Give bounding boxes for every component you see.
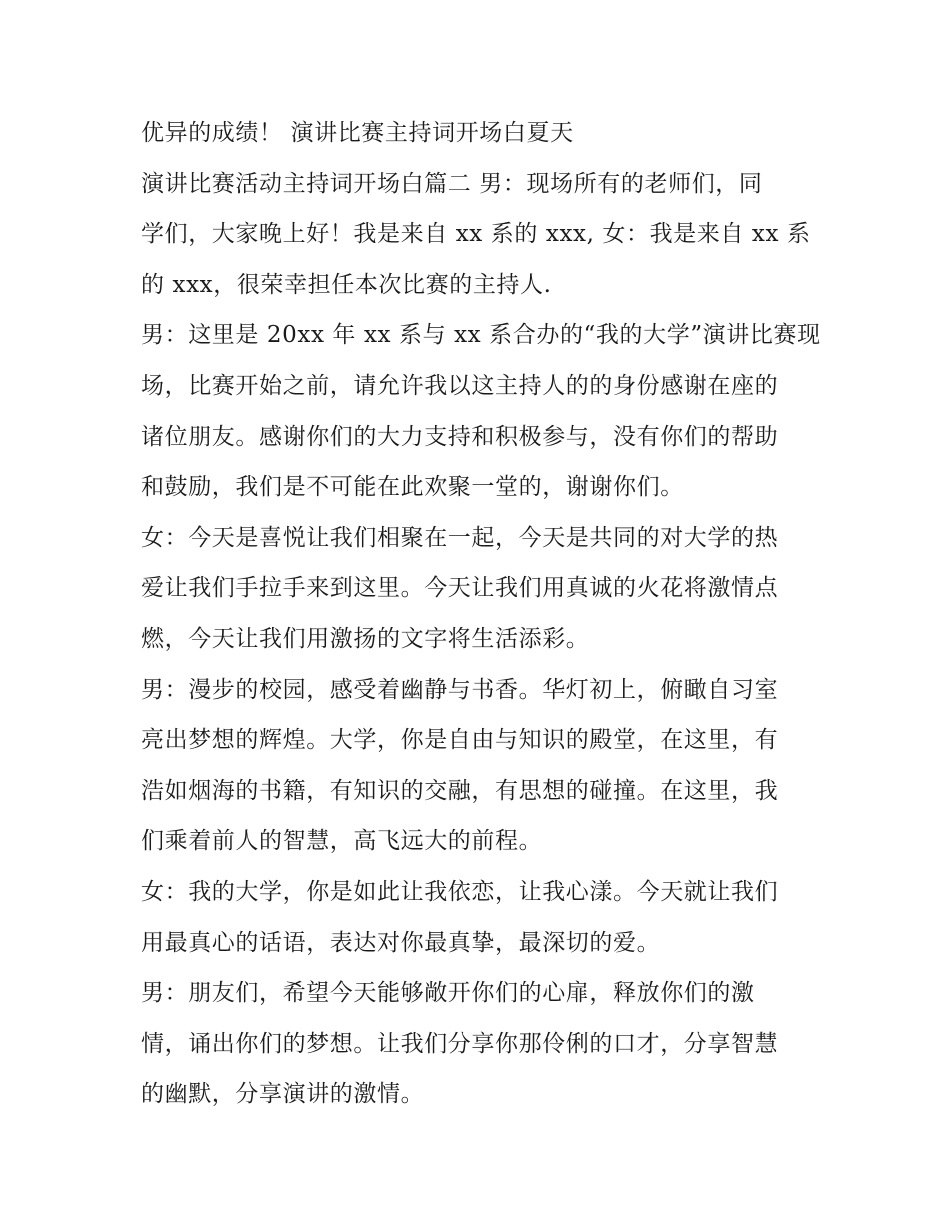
text-line: 诸位朋友。感谢你们的大力支持和积极参与，没有你们的帮助 — [141, 423, 779, 450]
text-line: 女：我的大学，你是如此让我依恋，让我心漾。今天就让我们 — [141, 878, 779, 905]
text-line: 男：漫步的校园，感受着幽静与书香。华灯初上，俯瞰自习室 — [141, 676, 779, 703]
text-line: 女：今天是喜悦让我们相聚在一起，今天是共同的对大学的热 — [141, 524, 779, 551]
text-line: 燃，今天让我们用激扬的文字将生活添彩。 — [141, 625, 590, 652]
text-line: 用最真心的话语，表达对你最真挚，最深切的爱。 — [141, 929, 661, 956]
text-line: 的幽默，分享演讲的激情。 — [141, 1081, 425, 1108]
text-line: 情，诵出你们的梦想。让我们分享你那伶俐的口才，分享智慧 — [141, 1030, 779, 1057]
text-line: 男：朋友们，希望今天能够敞开你们的心扉，释放你们的激 — [141, 980, 755, 1007]
document-body — [141, 108, 821, 1120]
text-line: 们乘着前人的智慧，高飞远大的前程。 — [141, 828, 543, 855]
text-line: 和鼓励，我们是不可能在此欢聚一堂的，谢谢你们。 — [141, 474, 684, 501]
text-line: 场，比赛开始之前，请允许我以这主持人的的身份感谢在座的 — [141, 372, 779, 399]
text-line: 亮出梦想的辉煌。大学，你是自由与知识的殿堂，在这里，有 — [141, 727, 779, 754]
text-line: 浩如烟海的书籍，有知识的交融，有思想的碰撞。在这里，我 — [141, 777, 779, 804]
text-line: 演讲比赛活动主持词开场白篇二 男：现场所有的老师们，同 — [141, 170, 763, 197]
text-line: 爱让我们手拉手来到这里。今天让我们用真诚的火花将激情点 — [141, 575, 779, 602]
text-line: 的 xxx，很荣幸担任本次比赛的主持人. — [141, 271, 552, 298]
text-line: 优异的成绩！ 演讲比赛主持词开场白夏天 — [141, 120, 574, 146]
text-line: 男：这里是 20xx 年 xx 系与 xx 系合办的“我的大学”演讲比赛现 — [141, 322, 821, 349]
text-line: 学们，大家晚上好！我是来自 xx 系的 xxx, 女：我是来自 xx 系 — [141, 221, 811, 248]
